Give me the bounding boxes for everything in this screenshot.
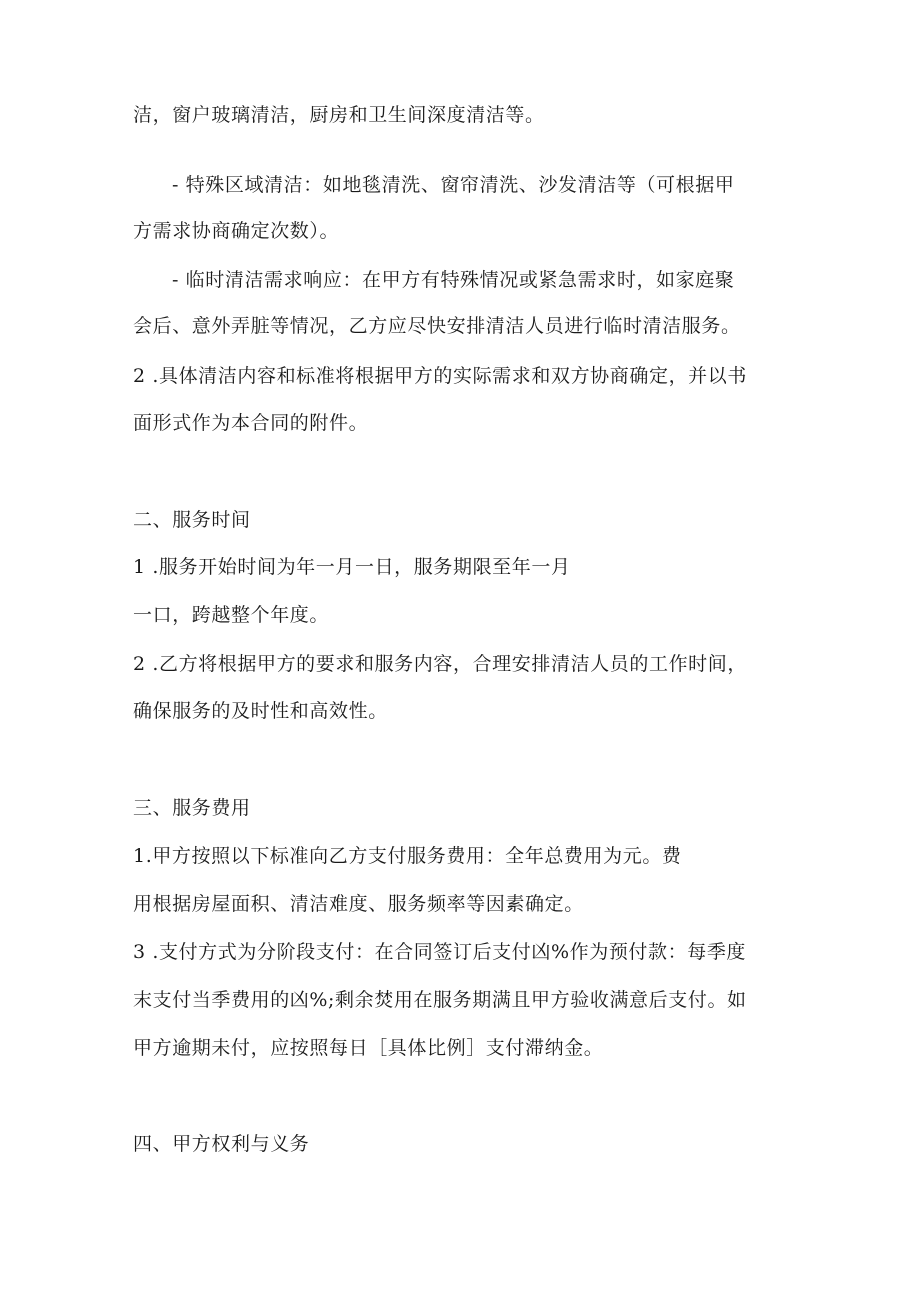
section-heading: 三、服务费用 — [133, 797, 251, 819]
text-line: 1 .服务开始时间为年一月一日，服务期限至年一月 — [133, 556, 571, 578]
text-line: 甲方逾期未付，应按照每日［具体比例］支付滞纳金。 — [133, 1037, 604, 1059]
text-line: 2 .具体清洁内容和标准将根据甲方的实际需求和双方协商确定，并以书 — [133, 365, 747, 387]
text-line: 末支付当季费用的凶%;剩余焚用在服务期满且甲方验收满意后支付。如 — [133, 989, 747, 1011]
text-line: 1.甲方按照以下标准向乙方支付服务费用：全年总费用为元。费 — [133, 845, 682, 867]
text-line: 一口，跨越整个年度。 — [133, 604, 330, 626]
text-line: - 临时清洁需求响应：在甲方有特殊情况或紧急需求时，如家庭聚 — [172, 269, 735, 291]
text-line: 2 .乙方将根据甲方的要求和服务内容，合理安排清洁人员的工作时间， — [133, 653, 747, 675]
text-line: 方需求协商确定次数）。 — [133, 220, 340, 242]
section-heading: 二、服务时间 — [133, 509, 251, 531]
text-line: 洁，窗户玻璃清洁，厨房和卫生间深度清洁等。 — [133, 104, 545, 126]
text-line: 面形式作为本合同的附件。 — [133, 412, 369, 434]
text-line: 确保服务的及时性和高效性。 — [133, 700, 388, 722]
text-line: 3 .支付方式为分阶段支付：在合同签订后支付凶%作为预付款：每季度 — [133, 941, 747, 963]
text-line: 用根据房屋面积、清洁难度、服务频率等因素确定。 — [133, 893, 584, 915]
text-line: - 特殊区域清洁：如地毯清洗、窗帘清洗、沙发清洁等（可根据甲 — [172, 174, 735, 196]
text-line: 会后、意外弄脏等情况，乙方应尽快安排清洁人员进行临时清洁服务。 — [133, 315, 741, 337]
section-heading: 四、甲方权利与义务 — [133, 1133, 310, 1155]
